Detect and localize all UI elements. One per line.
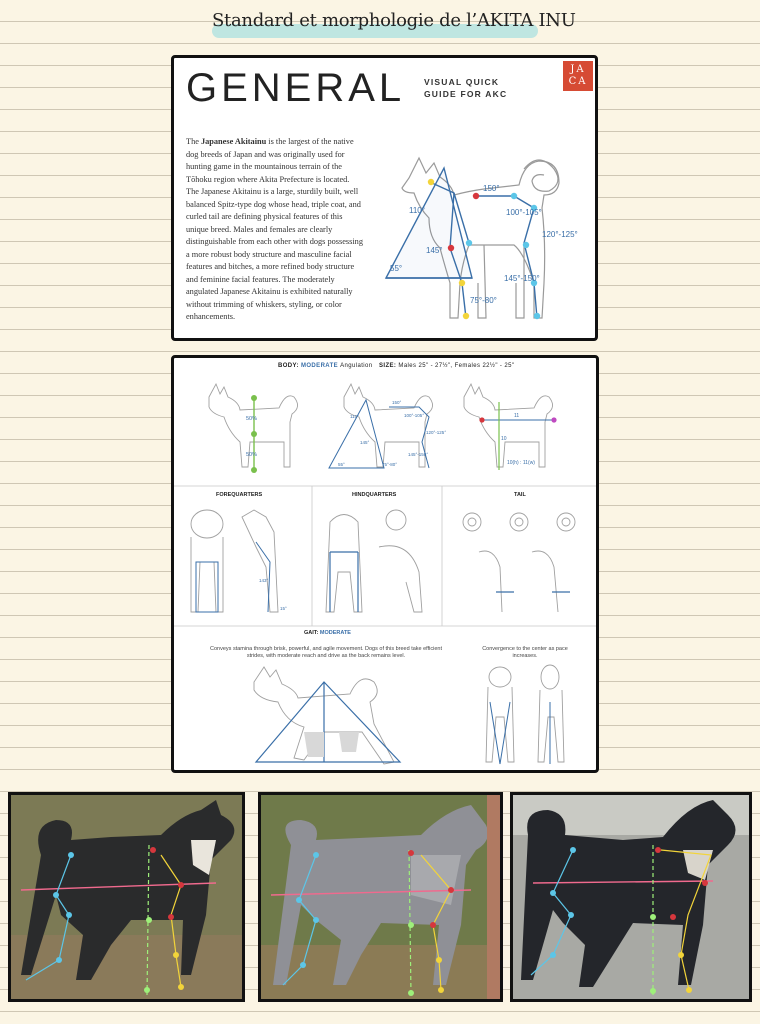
ratio-w: 11: [514, 413, 520, 419]
angle-75-80: 75°-80°: [470, 296, 497, 305]
body-label: [278, 363, 373, 369]
detail-diagrams: [174, 372, 596, 772]
general-subtitle: [424, 76, 534, 100]
dot-elbow: [448, 245, 454, 251]
small-angle-labels: [338, 400, 446, 467]
tail-diagram: [463, 513, 575, 612]
desc-rest: is the largest of the native dog breeds of Japan and was originally used for hunting game in the mountainous terrain of the Tōhoku region where Akita Prefecture is located. The Japanese Akitainu is a large, sturdily built, well balanced Spitz-type dog whose head, triple coat, and curled tail are defining physical features of this unique breed. Males and females are clearly distinguishable from each other with dogs possessing a more robust body structure and masculine facial features and bitches, a more refined body structure and feminine facial features. The moderately angulated Japanese Akitainu is exhibited naturally without trimming of whiskers, styling, or color enhancements.: [186, 137, 363, 321]
dog-ratio: [464, 384, 553, 467]
angle-lines: [386, 168, 537, 318]
small-angle-75-80: 75°-80°: [382, 462, 398, 467]
desc-bold: Japanese Akitainu: [200, 137, 267, 146]
gait-heading: [304, 630, 351, 636]
small-angle-55: 55°: [338, 462, 345, 467]
logo-line-2: CA: [568, 76, 588, 87]
dot-ratio-left: [479, 417, 484, 422]
subtitle-line-2: GUIDE FOR AKC: [424, 89, 508, 99]
hindquarters-diagram: [326, 510, 422, 612]
convergence-lines: [490, 702, 550, 764]
body-label-key: BODY:: [278, 363, 299, 369]
angle-145-150: 145°-150°: [504, 274, 540, 283]
dot-withers: [428, 179, 434, 185]
small-angle-100-105: 100°-105°: [404, 413, 425, 418]
general-card: [171, 55, 598, 341]
small-angle-145: 145°: [360, 440, 370, 445]
gait-label: GAIT:: [304, 630, 319, 636]
pct-bottom: 50%: [246, 452, 258, 458]
details-card: [171, 355, 599, 773]
heading-forequarters: FOREQUARTERS: [216, 492, 263, 498]
section-headings: [216, 492, 526, 498]
pct-top: 50%: [246, 416, 258, 422]
forequarters-diagram: [191, 510, 278, 612]
dog-photo-3: [510, 792, 752, 1002]
dog-photo-2: [258, 792, 503, 1002]
angle-100-105: 100°-105°: [506, 208, 542, 217]
small-angle-145-150: 145°-150°: [408, 452, 429, 457]
subtitle-line-1: VISUAL QUICK: [424, 77, 500, 87]
ratio-label: 10(h) : 11(w): [507, 460, 535, 466]
size-label-key: SIZE:: [379, 363, 397, 369]
small-angle-110: 110°: [350, 414, 359, 419]
gait-shadow: [304, 732, 359, 757]
fore-angle-143: 143°: [259, 578, 269, 583]
angle-120-125: 120°-125°: [542, 230, 578, 239]
heading-hindquarters: HINDQUARTERS: [352, 492, 397, 498]
angle-55: 55°: [390, 264, 403, 273]
dot-back: [473, 193, 479, 199]
gait-description: Conveys stamina through brisk, powerful, and agile movement. Dogs of this breed take efficient strides, with moderate reach and drive as the back remains level.: [210, 646, 442, 659]
grid-lines: [174, 486, 596, 626]
gait-value: MODERATE: [319, 630, 351, 636]
general-heading: GENERAL: [186, 66, 406, 110]
desc-pre: The: [186, 137, 201, 146]
dot-hip: [511, 193, 517, 199]
heading-tail: TAIL: [514, 492, 526, 498]
convergence-text: Convergence to the center as pace increases.: [482, 646, 568, 659]
dot-rear-foot: [534, 313, 540, 319]
angulation-diagram: [374, 133, 596, 333]
dog-photo-1: [8, 792, 245, 1002]
dot-ratio-right: [551, 417, 556, 422]
body-label-value: MODERATE: [300, 363, 339, 369]
dot-pastern: [459, 280, 465, 286]
dog-photo-1-art: [11, 795, 242, 999]
angle-110: 110°: [409, 206, 425, 215]
dot-prop-mid: [251, 431, 257, 437]
logo-line-1: JA: [570, 64, 586, 75]
jaca-logo: [563, 61, 593, 91]
body-label-suffix: Angulation: [340, 363, 373, 369]
page-title-wrap: [212, 10, 576, 38]
page-title: Standard et morphologie de l’AKITA INU: [212, 10, 576, 31]
dot-stifle-front: [466, 240, 472, 246]
small-angle-150: 150°: [392, 400, 402, 405]
breed-description: [186, 136, 364, 324]
dog-photo-3-art: [513, 795, 749, 999]
size-label-value: Males 25" - 27½", Females 22½" - 25": [398, 363, 515, 369]
dot-stifle: [523, 242, 529, 248]
ratio-h: 10: [501, 436, 507, 442]
gait-triangle: [256, 682, 400, 762]
fore-angle-15: 15°: [280, 606, 287, 611]
hind-lines: [330, 552, 358, 612]
dot-prop-top: [251, 395, 257, 401]
dog-photo-2-art: [261, 795, 500, 999]
small-angle-120-125: 120°-125°: [426, 430, 447, 435]
angle-150: 150°: [483, 184, 500, 193]
dot-prop-bottom: [251, 467, 257, 473]
dot-front-foot: [463, 313, 469, 319]
size-label: [379, 363, 514, 369]
angle-145: 145°: [426, 246, 443, 255]
